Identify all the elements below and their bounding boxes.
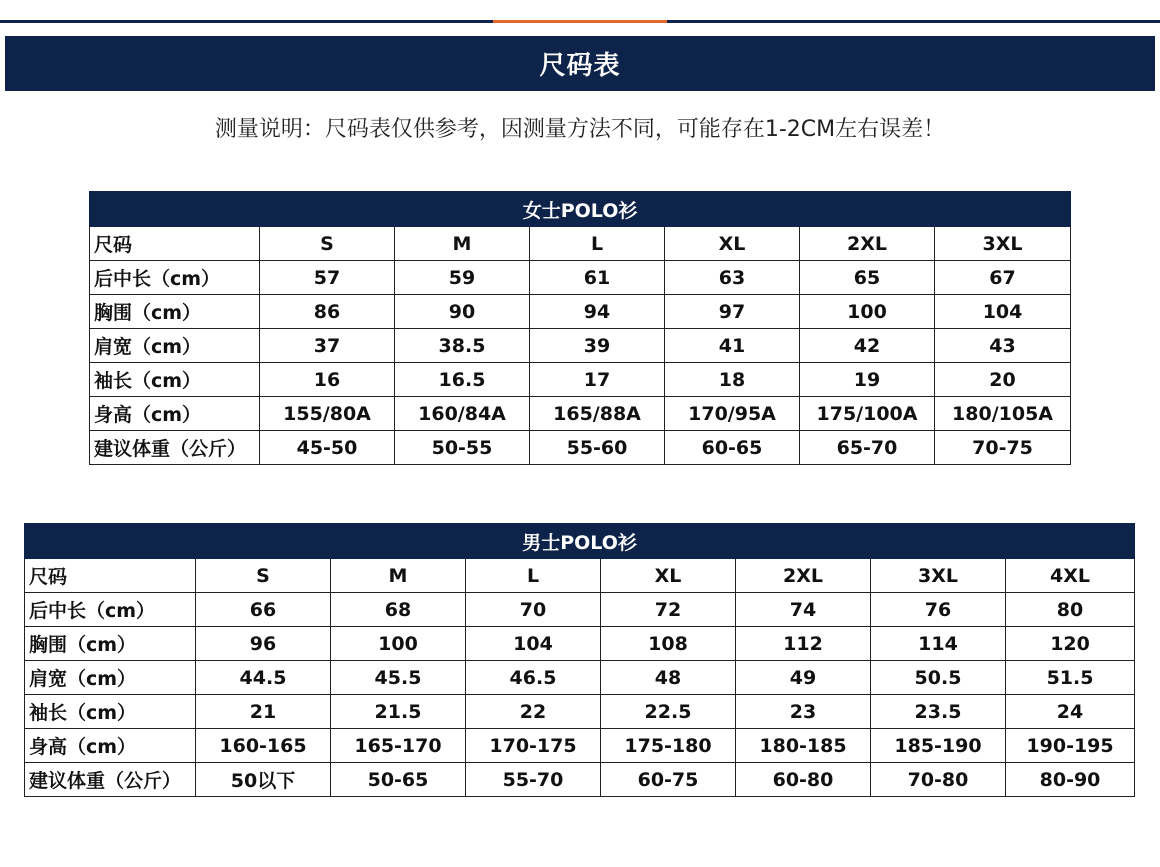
row-label: 后中长（cm） (90, 261, 260, 295)
table-cell: 60-65 (665, 431, 800, 465)
table-cell: 160-165 (196, 729, 331, 763)
table-cell: 50-65 (331, 763, 466, 797)
table-cell: 18 (665, 363, 800, 397)
table-cell: 60-80 (736, 763, 871, 797)
row-label: 尺码 (90, 227, 260, 261)
top-rule-right (667, 20, 1160, 23)
table-cell: 165-170 (331, 729, 466, 763)
table-cell: 65 (800, 261, 935, 295)
size-header-cell: L (530, 227, 665, 261)
row-label: 尺码 (25, 559, 196, 593)
table-cell: 170-175 (466, 729, 601, 763)
table-cell: 50.5 (871, 661, 1006, 695)
size-header-row (90, 227, 1071, 261)
size-header-cell: S (260, 227, 395, 261)
page-title-banner (5, 36, 1155, 91)
table-cell: 66 (196, 593, 331, 627)
table-cell: 175-180 (601, 729, 736, 763)
table-row (25, 763, 1135, 797)
table-row (90, 295, 1071, 329)
table-cell: 24 (1006, 695, 1135, 729)
table-cell: 55-70 (466, 763, 601, 797)
table-row (90, 363, 1071, 397)
size-header-cell: 4XL (1006, 559, 1135, 593)
table-cell: 61 (530, 261, 665, 295)
top-rule-left (0, 20, 493, 23)
table-cell: 80-90 (1006, 763, 1135, 797)
table-cell: 80 (1006, 593, 1135, 627)
table-cell: 180-185 (736, 729, 871, 763)
table-cell: 96 (196, 627, 331, 661)
table-cell: 20 (935, 363, 1071, 397)
table-cell: 97 (665, 295, 800, 329)
table-cell: 55-60 (530, 431, 665, 465)
table-cell: 112 (736, 627, 871, 661)
top-rule-accent (493, 20, 667, 23)
table-cell: 16 (260, 363, 395, 397)
size-header-cell: XL (601, 559, 736, 593)
table-cell: 48 (601, 661, 736, 695)
size-header-cell: XL (665, 227, 800, 261)
table-cell: 104 (935, 295, 1071, 329)
table-row (25, 627, 1135, 661)
table-cell: 100 (331, 627, 466, 661)
row-label: 身高（cm） (25, 729, 196, 763)
table-cell: 100 (800, 295, 935, 329)
size-header-cell: 2XL (736, 559, 871, 593)
table-cell: 90 (395, 295, 530, 329)
page-title: 尺码表 (539, 51, 621, 81)
table-cell: 43 (935, 329, 1071, 363)
table-cell: 37 (260, 329, 395, 363)
row-label: 建议体重（公斤） (90, 431, 260, 465)
size-header-cell: M (395, 227, 530, 261)
table-cell: 38.5 (395, 329, 530, 363)
women-size-table (89, 191, 1071, 465)
table-cell: 23.5 (871, 695, 1006, 729)
size-header-cell: 3XL (871, 559, 1006, 593)
size-header-cell: 3XL (935, 227, 1071, 261)
table-cell: 45-50 (260, 431, 395, 465)
table-cell: 114 (871, 627, 1006, 661)
women-table-title: 女士POLO衫 (90, 192, 1071, 227)
table-cell: 39 (530, 329, 665, 363)
row-label: 袖长（cm） (25, 695, 196, 729)
table-cell: 120 (1006, 627, 1135, 661)
row-label: 建议体重（公斤） (25, 763, 196, 797)
table-cell: 44.5 (196, 661, 331, 695)
table-cell: 21.5 (331, 695, 466, 729)
row-label: 胸围（cm） (90, 295, 260, 329)
row-label: 袖长（cm） (90, 363, 260, 397)
table-cell: 185-190 (871, 729, 1006, 763)
table-row (90, 431, 1071, 465)
table-cell: 76 (871, 593, 1006, 627)
row-label: 身高（cm） (90, 397, 260, 431)
row-label: 胸围（cm） (25, 627, 196, 661)
table-cell: 165/88A (530, 397, 665, 431)
table-cell: 50-55 (395, 431, 530, 465)
table-cell: 57 (260, 261, 395, 295)
table-cell: 22 (466, 695, 601, 729)
table-row (90, 329, 1071, 363)
size-header-cell: M (331, 559, 466, 593)
table-cell: 22.5 (601, 695, 736, 729)
row-label: 肩宽（cm） (90, 329, 260, 363)
table-row (90, 397, 1071, 431)
table-cell: 70-80 (871, 763, 1006, 797)
table-cell: 45.5 (331, 661, 466, 695)
table-cell: 74 (736, 593, 871, 627)
table-cell: 70-75 (935, 431, 1071, 465)
men-table-title: 男士POLO衫 (25, 524, 1135, 559)
size-header-cell: L (466, 559, 601, 593)
table-cell: 86 (260, 295, 395, 329)
size-header-row (25, 559, 1135, 593)
table-cell: 94 (530, 295, 665, 329)
table-cell: 72 (601, 593, 736, 627)
table-cell: 49 (736, 661, 871, 695)
men-size-table (24, 523, 1135, 797)
table-cell: 104 (466, 627, 601, 661)
table-cell: 21 (196, 695, 331, 729)
row-label: 肩宽（cm） (25, 661, 196, 695)
table-cell: 190-195 (1006, 729, 1135, 763)
table-row (90, 261, 1071, 295)
table-row (25, 695, 1135, 729)
table-cell: 65-70 (800, 431, 935, 465)
table-cell: 68 (331, 593, 466, 627)
table-cell: 175/100A (800, 397, 935, 431)
table-cell: 60-75 (601, 763, 736, 797)
table-row (25, 661, 1135, 695)
size-header-cell: 2XL (800, 227, 935, 261)
table-cell: 23 (736, 695, 871, 729)
table-cell: 155/80A (260, 397, 395, 431)
table-cell: 51.5 (1006, 661, 1135, 695)
table-cell: 70 (466, 593, 601, 627)
row-label: 后中长（cm） (25, 593, 196, 627)
table-cell: 67 (935, 261, 1071, 295)
table-row (25, 593, 1135, 627)
size-header-cell: S (196, 559, 331, 593)
table-cell: 160/84A (395, 397, 530, 431)
table-cell: 59 (395, 261, 530, 295)
table-cell: 16.5 (395, 363, 530, 397)
table-cell: 170/95A (665, 397, 800, 431)
table-cell: 46.5 (466, 661, 601, 695)
table-cell: 41 (665, 329, 800, 363)
table-cell: 63 (665, 261, 800, 295)
measurement-note: 测量说明：尺码表仅供参考，因测量方法不同，可能存在1-2CM左右误差！ (214, 117, 946, 142)
table-cell: 108 (601, 627, 736, 661)
table-row (25, 729, 1135, 763)
table-cell: 50以下 (196, 763, 331, 797)
table-cell: 17 (530, 363, 665, 397)
table-cell: 19 (800, 363, 935, 397)
table-cell: 42 (800, 329, 935, 363)
table-cell: 180/105A (935, 397, 1071, 431)
